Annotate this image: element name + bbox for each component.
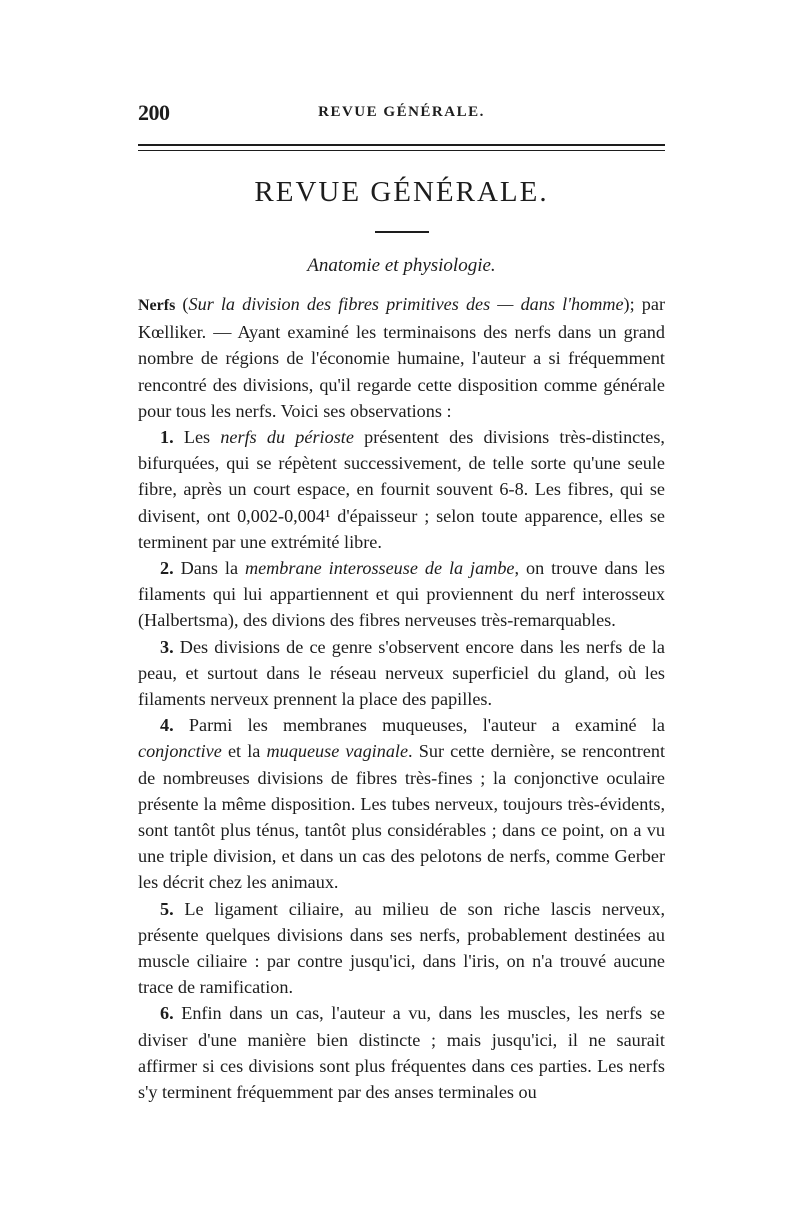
observation-number: 3. bbox=[160, 636, 174, 657]
observation-text: et la bbox=[221, 741, 267, 762]
intro-paragraph bbox=[138, 291, 665, 424]
observation-paragraph bbox=[138, 1000, 665, 1105]
title-divider bbox=[375, 231, 429, 233]
observation-text: Parmi les membranes muqueuses, l'auteur a examiné la bbox=[173, 715, 665, 736]
book-page bbox=[138, 100, 665, 1105]
observation-text: , on trouve dans les filaments qui lui appartiennent et qui proviennent du nerf interosseux (Halbertsma), des divions des fibres nerveuses très-remarquables. bbox=[138, 558, 665, 631]
running-head bbox=[138, 100, 665, 130]
intro-article-title: Sur la division des fibres primitives des — dans l'homme bbox=[188, 294, 624, 314]
observation-text: présentent des divisions très-distinctes, bifurquées, qui se répètent successivement, de telle sorte qu'une seule fibre, après un court espace, en fournit souvent 6-8. Les fibres, qui se divisent, ont 0,002-0,004¹ d'épaisseur ; selon toute apparence, elles se terminent par une extrémité libre. bbox=[138, 427, 665, 552]
observation-emphasis: conjonctive bbox=[138, 741, 222, 762]
observation-paragraph bbox=[138, 896, 665, 1001]
observation-text: Enfin dans un cas, l'auteur a vu, dans les muscles, les nerfs se diviser d'une manière bien distincte ; mais jusqu'ici, il ne saurait affirmer si ces divisions sont plus fréquentes dans ces parties. Les nerfs s'y terminent fréquemment par des anses terminales ou bbox=[138, 1003, 665, 1103]
observation-text: Le ligament ciliaire, au milieu de son riche lascis nerveux, présente quelques divisions dans ses nerfs, probablement destinées au muscle ciliaire : par contre jusqu'ici, dans l'iris, on n'a trouvé aucune trace de ramification. bbox=[138, 898, 665, 998]
intro-text: ; par Kœlliker. — Ayant examiné les terminaisons des nerfs dans un grand nombre de régions de l'économie humaine, l'auteur a si fréquemment rencontré des divisions, qu'il regarde cette disposition comme générale pour tous les nerfs. Voici ses observations : bbox=[138, 294, 666, 421]
observation-number: 6. bbox=[160, 1003, 174, 1024]
observation-emphasis: muqueuse vaginale bbox=[266, 741, 409, 762]
observation-paragraph bbox=[138, 424, 665, 555]
observation-number: 2. bbox=[160, 558, 174, 579]
observation-number: 5. bbox=[160, 898, 174, 919]
observation-paragraph bbox=[138, 555, 665, 634]
page-number: 200 bbox=[138, 100, 170, 125]
observation-emphasis: membrane interosseuse de la jambe bbox=[244, 558, 515, 579]
observation-number: 4. bbox=[160, 715, 174, 736]
section-title: REVUE GÉNÉRALE. bbox=[254, 176, 549, 208]
observation-text: Dans la bbox=[173, 558, 245, 579]
observation-number: 1. bbox=[160, 427, 174, 448]
observation-text: Des divisions de ce genre s'observent encore dans les nerfs de la peau, et surtout dans le réseau nerveux superficiel du gland, où les filaments nerveux prennent la place des papilles. bbox=[138, 636, 665, 710]
header-double-rule bbox=[138, 144, 665, 146]
lead-word: Nerfs bbox=[138, 297, 176, 314]
observation-paragraph bbox=[138, 634, 665, 713]
subsection-title: Anatomie et physiologie. bbox=[307, 255, 496, 276]
observation-emphasis: nerfs du périoste bbox=[220, 427, 354, 448]
article-body bbox=[138, 291, 665, 1105]
intro-title-open: ( bbox=[175, 294, 189, 314]
intro-title-close: ) bbox=[623, 294, 630, 314]
running-title: REVUE GÉNÉRALE. bbox=[318, 104, 485, 120]
observation-text: Les bbox=[173, 427, 221, 448]
observation-paragraph bbox=[138, 712, 665, 895]
observation-text: . Sur cette dernière, se rencontrent de nombreuses divisions de fibres très-fines ; la conjonctive oculaire présente la même disposition. Les tubes nerveux, toujours très-évidents, sont tantôt plus ténus, tantôt plus considérables ; dans ce point, on a vu une triple division, et dans un cas des pelotons de nerfs, comme Gerber les décrit chez les animaux. bbox=[138, 741, 666, 893]
